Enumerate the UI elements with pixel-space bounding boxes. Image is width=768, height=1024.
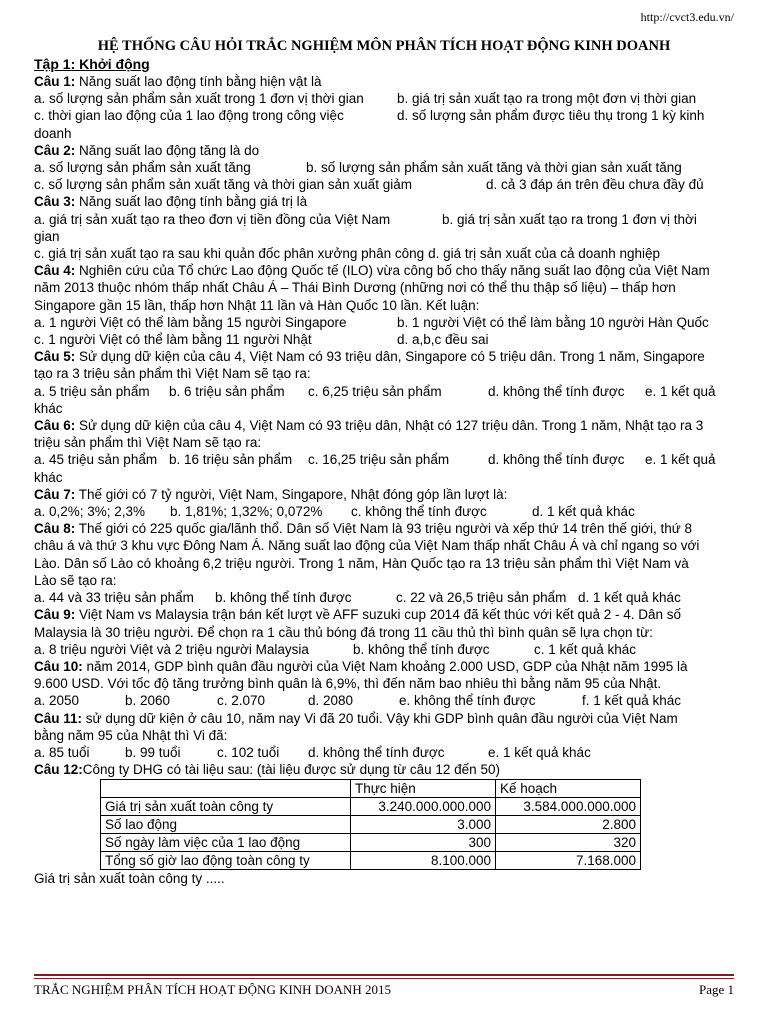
q8-option-b: b. không thể tính được: [215, 590, 352, 606]
q6-option-b: b. 16 triệu sản phẩm: [169, 452, 293, 468]
q12-label: Câu 12:: [34, 762, 83, 778]
q4-line-2: năm 2013 thuộc nhóm thấp nhất Châu Á – Thái Bình Dương (những nơi có thể thu thập số liệu) – thấp hơn: [34, 280, 676, 296]
q5-option-e-cont: khác: [34, 400, 63, 416]
q5-line-2: tạo ra 3 triệu sản phẩm thì Việt Nam sẽ tạo ra:: [34, 366, 311, 382]
q5-label: Câu 5:: [34, 349, 76, 365]
q6-options-row: [34, 451, 734, 468]
q12-followup: Giá trị sản xuất toàn công ty .....: [34, 871, 225, 887]
q1-option-a: a. số lượng sản phẩm sản xuất trong 1 đơn vị thời gian: [34, 91, 364, 107]
q9-option-c: c. 1 kết quả khác: [534, 641, 637, 657]
q4-option-a: a. 1 người Việt có thể làm bằng 15 người Singapore: [34, 314, 347, 330]
header-url[interactable]: http://cvct3.edu.vn/: [640, 10, 734, 24]
q1-option-b: b. giá trị sản xuất tạo ra trong một đơn vị thời gian: [397, 91, 697, 107]
question-11: [34, 710, 734, 727]
q10-line-2: 9.600 USD. Với tốc độ tăng trưởng bình quân là 6,9%, thì đến năm bao nhiêu thì bằng năm 95 của Nhật.: [34, 676, 662, 692]
q6-line-1: Sử dụng dữ kiện của câu 4, Việt Nam có 93 triệu dân, Nhật có 127 triệu dân. Trong 1 năm, Nhật tạo ra 3: [75, 418, 704, 434]
q5-options-row: [34, 383, 734, 400]
q9-line-1: Việt Nam vs Malaysia trận bán kết lượt về AFF suzuki cup 2014 đã kết thúc với kết quả 2 - 4. Dân số: [75, 607, 682, 623]
q11-options-row: [34, 744, 734, 761]
question-5: [34, 348, 734, 365]
q5-option-b: b. 6 triệu sản phẩm: [169, 383, 285, 399]
q8-option-c: c. 22 và 26,5 triệu sản phẩm: [396, 590, 567, 606]
page-number: Page 1: [698, 982, 734, 997]
table-header-cell: [101, 780, 351, 798]
q2-options-row1: [34, 159, 734, 176]
table-row: [101, 816, 641, 834]
question-list: [34, 73, 734, 888]
q10-label: Câu 10:: [34, 658, 83, 674]
q2-option-b: b. số lượng sản phẩm sản xuất tăng và thời gian sản xuất tăng: [306, 160, 682, 176]
q10-line-1: năm 2014, GDP bình quân đầu người của Việt Nam khoảng 2.000 USD, GDP của Nhật năm 1995 là: [82, 658, 688, 674]
q5-option-c: c. 6,25 triệu sản phẩm: [308, 383, 442, 399]
q6-line-2: triệu sản phẩm thì Việt Nam sẽ tạo ra:: [34, 435, 262, 451]
q4-options-row1: [34, 314, 734, 331]
q3-option-b-cont: gian: [34, 228, 60, 244]
table-cell: Giá trị sản xuất toàn công ty: [101, 798, 351, 816]
q7-option-c: c. không thể tính được: [351, 504, 487, 520]
q8-line-1: Thế giới có 225 quốc gia/lãnh thổ. Dân số Việt Nam là 93 triệu người và xếp thứ 14 trên thế giới, thứ 8: [75, 521, 693, 537]
q3-option-a: a. giá trị sản xuất tạo ra theo đơn vị tiền đồng của Việt Nam: [34, 211, 391, 227]
q4-line-3: Singapore gần 15 lần, thấp hơn Nhật 11 lần và Hàn Quốc 10 lần. Kết luận:: [34, 297, 480, 313]
q5-option-e: e. 1 kết quả: [645, 383, 716, 399]
q8-option-d: d. 1 kết quả khác: [578, 590, 681, 606]
q3-option-c: c. giá trị sản xuất tạo ra sau khi quản đốc phân xưởng phân công: [34, 246, 425, 262]
q10-option-f: f. 1 kết quả khác: [582, 693, 682, 709]
footer-rule-thick: [34, 974, 734, 976]
q4-option-d: d. a,b,c đều sai: [397, 332, 489, 348]
q10-options-row: [34, 692, 734, 709]
q7-label: Câu 7:: [34, 486, 76, 502]
q2-options-row2: [34, 176, 734, 193]
q5-option-a: a. 5 triệu sản phẩm: [34, 383, 150, 399]
q3-option-b: b. giá trị sản xuất tạo ra trong 1 đơn vị thời: [442, 211, 697, 227]
q2-option-c: c. số lượng sản phẩm sản xuất tăng và thời gian sản xuất giảm: [34, 177, 412, 193]
table-cell: 7.168.000: [496, 852, 641, 870]
table-cell: 320: [496, 834, 641, 852]
table-header-row: [101, 780, 641, 798]
q7-option-a: a. 0,2%; 3%; 2,3%: [34, 504, 146, 520]
q8-line-3: Lào. Dân số Lào có khoảng 6,2 triệu người. Trong 1 năm, Hàn Quốc tạo ra 13 triệu sản phẩm thì Việt Nam và: [34, 555, 689, 571]
q9-line-2: Malaysia là 30 triệu người. Để chọn ra 1 cầu thủ bóng đá trong 11 cầu thủ thì bình quân sẽ lựa chọn từ:: [34, 624, 653, 640]
q4-option-b: b. 1 người Việt có thể làm bằng 10 người Hàn Quốc: [397, 314, 709, 330]
table-cell: Tổng số giờ lao động toàn công ty: [101, 852, 351, 870]
q4-option-c: c. 1 người Việt có thể làm bằng 11 người Nhật: [34, 332, 312, 348]
q2-option-d: d. cả 3 đáp án trên đều chưa đầy đủ: [486, 177, 704, 193]
q9-label: Câu 9:: [34, 607, 76, 623]
table-cell: 3.584.000.000.000: [496, 798, 641, 816]
question-8: [34, 520, 734, 537]
q1-option-d-cont: doanh: [34, 125, 72, 141]
page-footer: [34, 982, 734, 998]
q4-options-row2: [34, 331, 734, 348]
q6-option-d: d. không thể tính được: [488, 452, 625, 468]
question-9: [34, 606, 734, 623]
q4-line-1: Nghiên cứu của Tổ chức Lao động Quốc tế (ILO) vừa công bố cho thấy năng suất lao động của Việt Nam: [75, 263, 710, 279]
q6-option-e: e. 1 kết quả: [645, 452, 716, 468]
q3-options-row1: [34, 211, 734, 228]
q8-option-a: a. 44 và 33 triệu sản phẩm: [34, 590, 194, 606]
q1-option-d: d. số lượng sản phẩm được tiêu thụ trong 1 kỳ kinh: [397, 108, 705, 124]
question-3: [34, 193, 734, 210]
question-12: [34, 761, 734, 778]
q10-option-a: a. 2050: [34, 693, 80, 709]
q3-options-row2: [34, 245, 734, 262]
q11-option-a: a. 85 tuổi: [34, 744, 90, 760]
table-cell: 3.000: [351, 816, 496, 834]
q11-line-2: bằng năm 95 của Nhật thì Vi đã:: [34, 727, 228, 743]
q7-option-d: d. 1 kết quả khác: [532, 504, 635, 520]
q5-line-1: Sử dụng dữ kiện của câu 4, Việt Nam có 93 triệu dân, Singapore có 5 triệu dân. Trong 1 năm, Singapore: [75, 349, 705, 365]
q2-label: Câu 2:: [34, 142, 76, 158]
q3-text: Năng suất lao động tính bằng giá trị là: [75, 194, 308, 210]
table-row: [101, 852, 641, 870]
table-cell: 2.800: [496, 816, 641, 834]
q8-label: Câu 8:: [34, 521, 76, 537]
q3-label: Câu 3:: [34, 194, 76, 210]
footer-title: TRẮC NGHIỆM PHÂN TÍCH HOẠT ĐỘNG KINH DOANH 2015: [34, 982, 392, 997]
q6-label: Câu 6:: [34, 418, 76, 434]
table-cell: 8.100.000: [351, 852, 496, 870]
q6-option-a: a. 45 triệu sản phẩm: [34, 452, 158, 468]
q1-label: Câu 1:: [34, 74, 76, 89]
q5-option-d: d. không thể tính được: [488, 383, 625, 399]
q11-line-1: sử dụng dữ kiện ở câu 10, năm nay Vi đã 20 tuổi. Vậy khi GDP bình quân đầu người của Việt Nam: [82, 710, 678, 726]
table-row: [101, 798, 641, 816]
question-2: [34, 142, 734, 159]
table-cell: Số lao động: [101, 816, 351, 834]
table-cell: 300: [351, 834, 496, 852]
q2-option-a: a. số lượng sản phẩm sản xuất tăng: [34, 160, 251, 176]
q1-text: Năng suất lao động tính bằng hiện vật là: [75, 74, 322, 89]
table-row: [101, 834, 641, 852]
document-page: [34, 8, 734, 888]
q10-option-e: e. không thể tính được: [399, 693, 536, 709]
question-4: [34, 262, 734, 279]
q1-option-c: c. thời gian lao động của 1 lao động trong công việc: [34, 108, 344, 124]
q1-options-row1: [34, 90, 734, 107]
footer-rule-thin: [34, 978, 734, 979]
table-header-cell: Thực hiện: [351, 780, 496, 798]
q3-option-d: d. giá trị sản xuất của cả doanh nghiệp: [428, 246, 661, 262]
q8-options-row: [34, 589, 734, 606]
q8-line-4: Lào sẽ tạo ra:: [34, 572, 117, 588]
q2-text: Năng suất lao động tăng là do: [75, 142, 260, 158]
q1-options-row2: [34, 107, 734, 124]
question-6: [34, 417, 734, 434]
q9-option-b: b. không thể tính được: [353, 641, 490, 657]
data-table: [100, 779, 641, 870]
q7-option-b: b. 1,81%; 1,32%; 0,072%: [170, 504, 323, 520]
q7-options-row: [34, 503, 734, 520]
q10-option-b: b. 2060: [125, 693, 171, 709]
question-7: [34, 486, 734, 503]
q10-option-c: c. 2.070: [217, 693, 266, 709]
q6-option-c: c. 16,25 triệu sản phẩm: [308, 452, 450, 468]
q11-option-d: d. không thể tính được: [308, 744, 445, 760]
q10-option-d: d. 2080: [308, 693, 354, 709]
question-10: [34, 658, 734, 675]
q11-option-b: b. 99 tuổi: [125, 744, 181, 760]
q11-option-e: e. 1 kết quả khác: [488, 744, 591, 760]
question-1: [34, 73, 734, 90]
table-header-cell: Kế hoạch: [496, 780, 641, 798]
q9-option-a: a. 8 triệu người Việt và 2 triệu người Malaysia: [34, 641, 309, 657]
q7-text: Thế giới có 7 tỷ người, Việt Nam, Singapore, Nhật đóng góp lần lượt là:: [75, 486, 508, 502]
q12-text: Công ty DHG có tài liệu sau: (tài liệu được sử dụng từ câu 12 đến 50): [82, 762, 500, 778]
q4-label: Câu 4:: [34, 263, 76, 279]
q6-option-e-cont: khác: [34, 469, 63, 485]
q11-label: Câu 11:: [34, 710, 83, 726]
q11-option-c: c. 102 tuổi: [217, 744, 280, 760]
table-cell: Số ngày làm việc của 1 lao động: [101, 834, 351, 852]
section-heading: Tập 1: Khởi động: [34, 56, 150, 72]
q8-line-2: châu á và thứ 3 khu vực Đông Nam Á. Năng suất lao động của Việt Nam thấp nhất Châu Á và chỉ ngang so với: [34, 538, 700, 554]
document-title: HỆ THỐNG CÂU HỎI TRẮC NGHIỆM MÔN PHÂN TÍCH HOẠT ĐỘNG KINH DOANH: [97, 38, 671, 54]
table-cell: 3.240.000.000.000: [351, 798, 496, 816]
q9-options-row: [34, 641, 734, 658]
